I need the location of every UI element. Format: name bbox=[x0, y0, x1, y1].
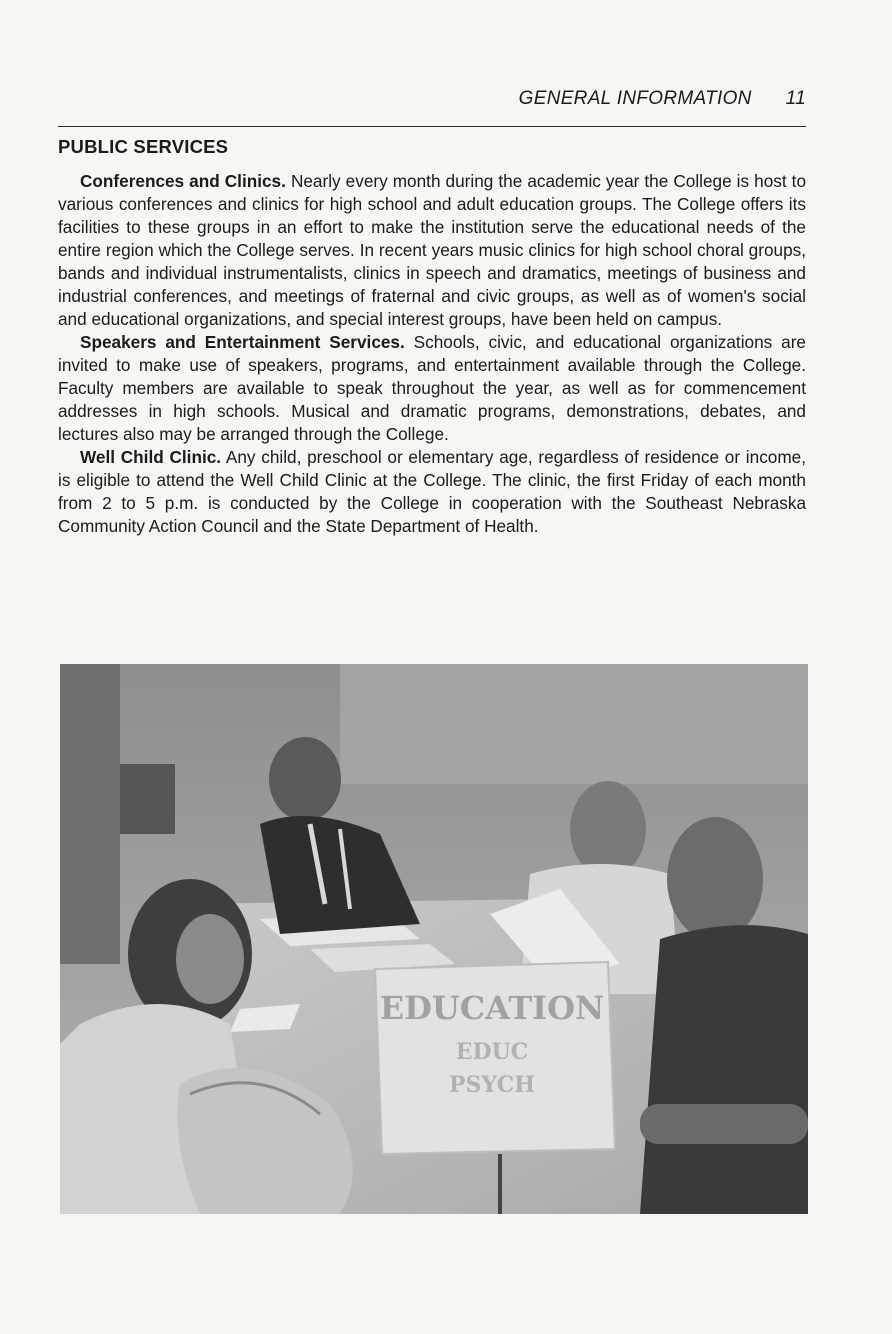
sign-line-2: EDUC bbox=[455, 1039, 529, 1065]
sign-line-3: PSYCH bbox=[448, 1072, 536, 1098]
running-title: GENERAL INFORMATION bbox=[518, 88, 752, 109]
paragraph-well-child bbox=[58, 446, 806, 538]
paragraph-heading: Speakers and Entertainment Services. bbox=[80, 332, 405, 352]
registration-photo bbox=[60, 664, 808, 1214]
paragraph-heading: Conferences and Clinics. bbox=[80, 171, 286, 191]
page-number: 11 bbox=[785, 88, 806, 109]
paragraph-conferences bbox=[58, 170, 806, 331]
paragraph-text: Schools, civic, and educational organizations are invited to make use of speakers, programs, and entertainment available through the College. Faculty members are available to speak throughout the year, as well as for commencement addresses in high schools. Musical and dramatic programs, demonstrations, debates, and lectures also may be arranged through the College. bbox=[58, 332, 806, 444]
paragraph-speakers bbox=[58, 331, 806, 446]
header-rule bbox=[58, 126, 806, 127]
running-head bbox=[60, 88, 806, 110]
paragraph-heading: Well Child Clinic. bbox=[80, 447, 222, 467]
sign-line-1: EDUCATION bbox=[379, 989, 605, 1027]
photo-illustration bbox=[60, 664, 808, 1214]
paragraph-text: Any child, preschool or elementary age, regardless of residence or income, is eligible to attend the Well Child Clinic at the College. The clinic, the first Friday of each month from 2 to 5 p.m. is conducted by the College in cooperation with the Southeast Nebraska Community Action Council and the State Department of Health. bbox=[58, 447, 806, 536]
body-text bbox=[58, 170, 806, 538]
paragraph-text: Nearly every month during the academic year the College is host to various conferences and clinics for high school and adult education groups. The College offers its facilities to these groups in an effort to make the institution serve the educational needs of the entire region which the College serves. In recent years music clinics for high school choral groups, bands and individual instrumentalists, clinics in speech and dramatics, meetings of business and industrial conferences, and meetings of fraternal and civic groups, as well as of women's social and educational organizations, and special interest groups, have been held on campus. bbox=[58, 171, 807, 329]
section-title: PUBLIC SERVICES bbox=[58, 136, 229, 157]
